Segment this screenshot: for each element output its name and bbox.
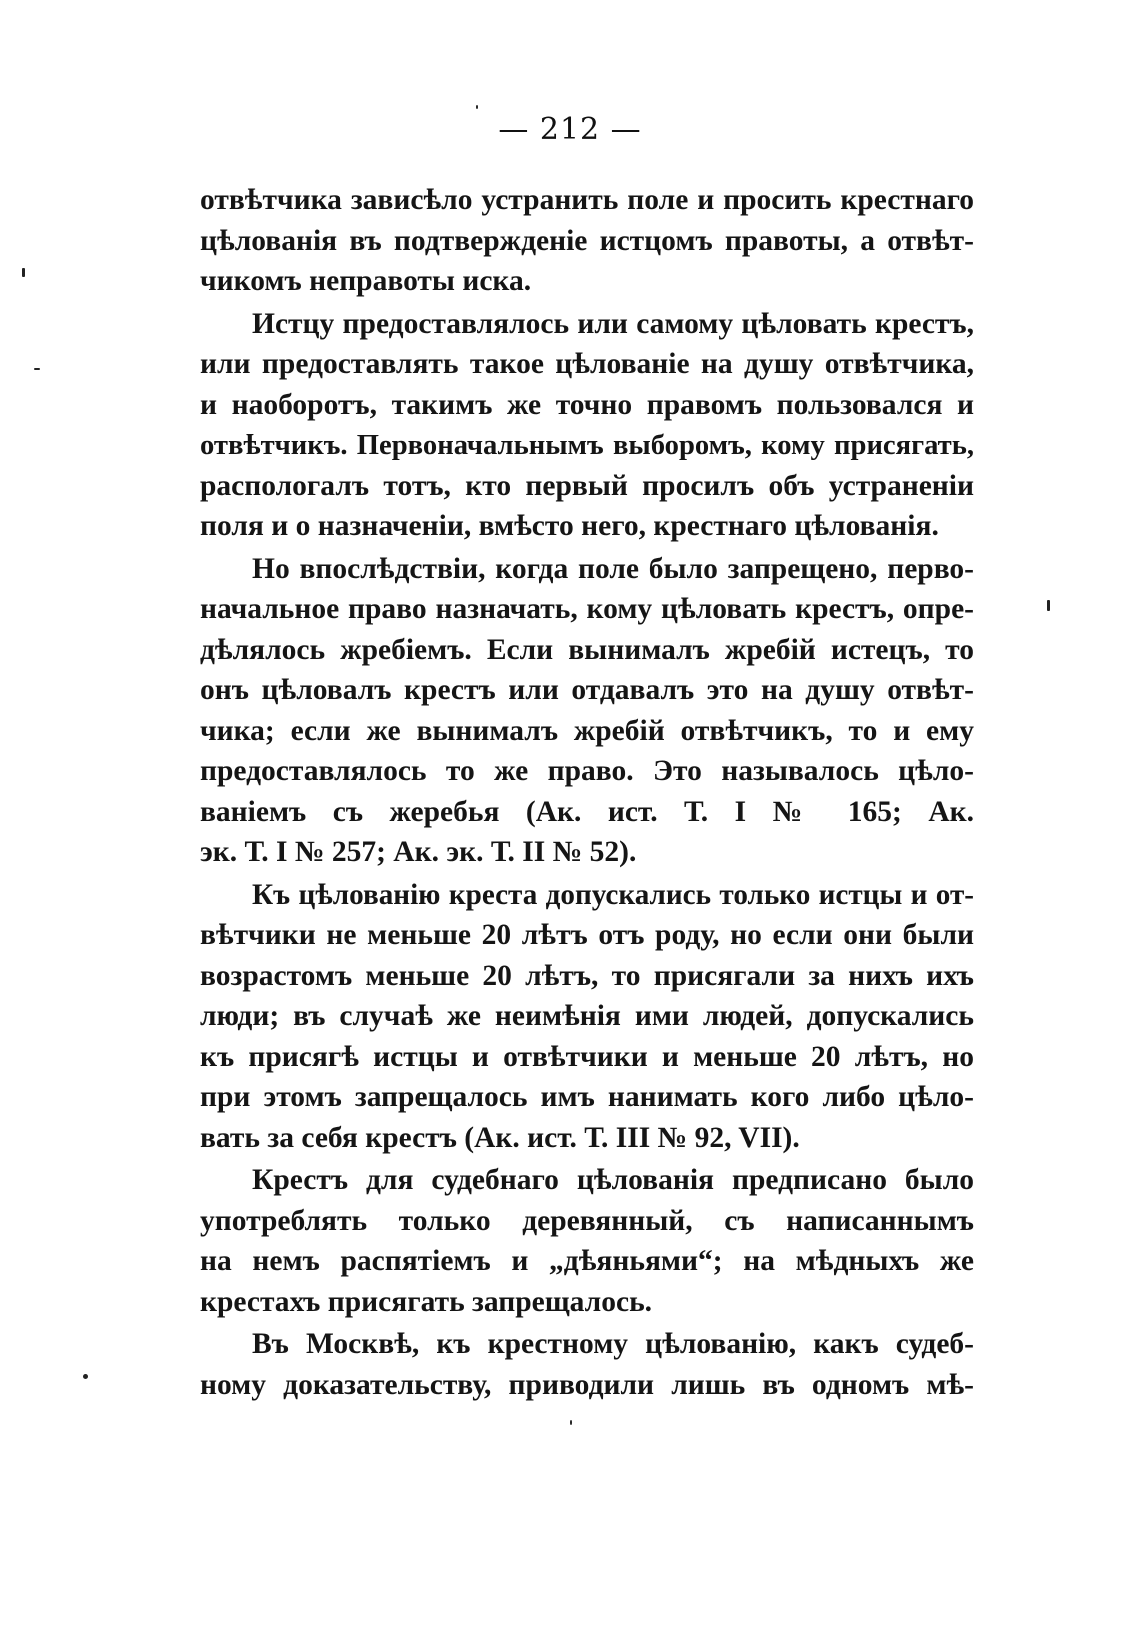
text-line: цѣлованія въ подтвержденіе истцомъ правоты, а отвѣт- [200, 224, 974, 257]
text-line: распологалъ тотъ, кто первый просилъ объ устраненіи [200, 469, 974, 502]
text-line: эк. Т. I № 257; Ак. эк. Т. II № 52). [200, 836, 637, 868]
text-line: возрастомъ меньше 20 лѣтъ, то присягали за нихъ ихъ [200, 959, 974, 992]
text-line: Въ Москвѣ, къ крестному цѣлованію, какъ судеб- [252, 1328, 974, 1360]
text-line: чикомъ неправоты иска. [200, 265, 532, 297]
text-line: дѣлялось жребіемъ. Если вынималъ жребій истецъ, то [200, 633, 974, 666]
body-text [200, 180, 974, 1405]
page-number: — 212 — [498, 112, 642, 147]
scan-speck [22, 268, 25, 277]
text-line: употреблять только деревянный, съ написаннымъ [200, 1204, 974, 1237]
text-line: отвѣтчикъ. Первоначальнымъ выборомъ, кому присягать, [200, 429, 974, 461]
text-line: Крестъ для судебнаго цѣлованія предписано было [252, 1164, 974, 1196]
text-line: онъ цѣловалъ крестъ или отдавалъ это на душу отвѣт- [200, 674, 974, 706]
text-line: вѣтчики не меньше 20 лѣтъ отъ роду, но если они были [200, 919, 974, 951]
text-line: люди; въ случаѣ же неимѣнія ими людей, допускались [200, 1000, 974, 1032]
text-line: крестахъ присягать запрещалось. [200, 1285, 653, 1318]
text-line: чика; если же вынималъ жребій отвѣтчикъ, то и ему [200, 714, 974, 747]
text-line: Къ цѣлованію креста допускались только истцы и от- [252, 878, 974, 911]
text-line: ному доказательству, приводили лишь въ одномъ мѣ- [200, 1368, 974, 1401]
text-line: Истцу предоставлялось или самому цѣловать крестъ, [252, 307, 974, 340]
text-line: предоставлялось то же право. Это называлось цѣло- [200, 755, 974, 787]
text-line: вать за себя крестъ (Ак. ист. Т. III № 92, VII). [200, 1121, 800, 1154]
text-line: на немъ распятіемъ и „дѣяньями“; на мѣдныхъ же [200, 1245, 974, 1277]
text-line: ваніемъ съ жеребья (Ак. ист. Т. I № 165; Ак. [200, 795, 974, 828]
scan-speck [83, 1374, 88, 1379]
scan-speck [570, 1420, 572, 1425]
text-line: поля и о назначеніи, вмѣсто него, крестнаго цѣлованія. [200, 510, 939, 542]
text-line: или предоставлять такое цѣлованіе на душу отвѣтчика, [200, 348, 974, 380]
text-line: при этомъ запрещалось имъ нанимать кого либо цѣло- [200, 1081, 974, 1113]
scan-speck [1047, 600, 1050, 611]
scan-speck [34, 368, 40, 370]
scan-speck [476, 105, 478, 109]
text-line: Но впослѣдствіи, когда поле было запрещено, перво- [252, 552, 974, 585]
text-line: къ присягѣ истцы и отвѣтчики и меньше 20 лѣтъ, но [200, 1040, 974, 1073]
text-line: начальное право назначать, кому цѣловать крестъ, опре- [200, 593, 974, 625]
text-line: и наоборотъ, такимъ же точно правомъ пользовался и [200, 388, 974, 421]
text-line: отвѣтчика зависѣло устранить поле и просить крестнаго [200, 184, 974, 216]
